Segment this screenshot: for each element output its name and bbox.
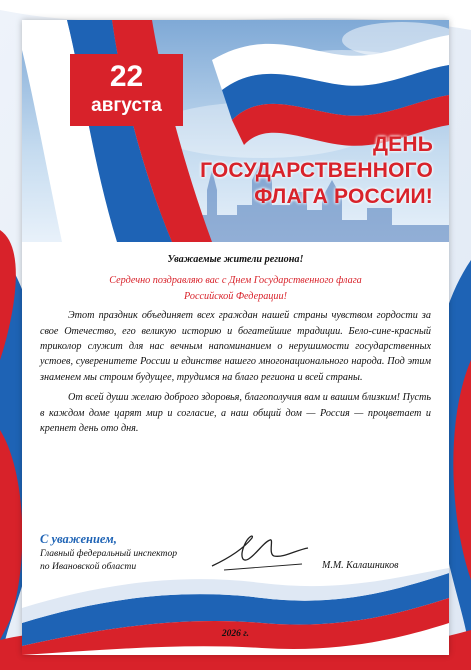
date-day: 22: [109, 60, 144, 93]
title-line: ГОСУДАРСТВЕННОГО: [200, 159, 433, 182]
position-line: Главный федеральный инспектор: [40, 548, 178, 559]
letter-year: 2026 г.: [221, 629, 250, 639]
letter-sheet: [22, 20, 449, 655]
date-badge: [70, 54, 183, 126]
paragraph: Этот праздник объединяет всех граждан нашей страны чувством гордости за свое Отечество, его великую историю и богатейшие традиции. Бело-сине-красный триколор служит для нас вечным напоминанием о нерушимости государственных устоев, суверенитете России и единстве нашего многонационального народа. Под этим знаменем мы строим будущее, трудимся на благо региона и всей страны.: [40, 310, 431, 383]
position-line: по Ивановской области: [40, 561, 137, 572]
congratulation: [40, 273, 431, 304]
title-line: ФЛАГА РОССИИ!: [254, 185, 433, 208]
congrats-line: Сердечно поздравляю вас с Днем Государственного флага: [109, 275, 362, 287]
greeting: Уважаемые жители региона!: [167, 254, 304, 265]
title-line: ДЕНЬ: [372, 133, 433, 156]
congrats-line: Российской Федерации!: [184, 290, 287, 302]
signer-name: М.М. Калашников: [322, 560, 399, 571]
banner-title: [153, 132, 433, 210]
paragraph: От всей души желаю доброго здоровья, благополучия вам и вашим близким! Пусть в каждом доме царят мир и согласие, а наш общий дом — Россия — процветает и крепнет день ото дня.: [40, 392, 431, 435]
regards: С уважением,: [40, 532, 117, 546]
letter-body: [40, 252, 431, 436]
tricolor-bottom-wave: [22, 568, 449, 655]
date-month: августа: [91, 95, 162, 116]
